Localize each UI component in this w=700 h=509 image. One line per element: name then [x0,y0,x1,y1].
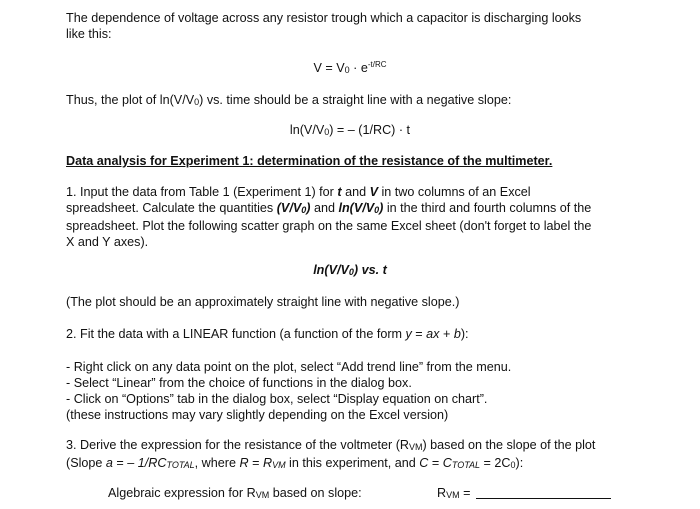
instruction-2: - Select “Linear” from the choice of functions in the dialog box. [66,376,412,390]
intro-paragraph [66,10,646,42]
answer-field: $R_{VM}$ = [437,485,647,503]
excel-instructions [66,359,646,423]
thus-line: Thus, the plot of $\ln(V/V_0)$ vs. time should be a straight line with a negative slope: [66,93,512,107]
log-equation: $\ln(V/V_0)$ = – (1/RC) · t [289,123,411,137]
intro-line-2: like this: [66,27,112,41]
step-1: 1. Input the data from Table 1 (Experiment 1) for t and V in two columns of an Excel spreadsheet. Calculate the quantities $(V/V_0)$ and $\ln(V/V_0)$ in the third and fourth columns of the spreadsheet. Plot the following scatter graph on the same Excel sheet (don't forget to label the X and Y axes). [66,185,592,249]
step-2: 2. Fit the data with a LINEAR function (a function of the form y = ax + b): [66,327,469,341]
intro-line-1: The dependence of voltage across any resistor trough which a capacitor is discharging looks [66,11,582,25]
instruction-1: - Right click on any data point on the plot, select “Add trend line” from the menu. [66,360,512,374]
instruction-4: (these instructions may vary slightly depending on the Excel version) [66,408,449,422]
plot-note: (The plot should be an approximately straight line with negative slope.) [66,295,460,309]
algebraic-label: Algebraic expression for $R_{VM}$ based on slope: [108,486,362,500]
voltage-equation: $V = V_0 \cdot e^{-t/RC}$ [313,60,387,75]
step-3: 3. Derive the expression for the resistance of the voltmeter $(R_{VM})$ based on the slope of the plot (Slope a = – $1/RC_{TOTAL}$, where $R = R_{VM}$ in this experiment, and $C = C_{TOTAL} = 2C_0$): [66,438,596,470]
instruction-3: - Click on “Options” tab in the dialog box, select “Display equation on chart”. [66,392,488,406]
answer-blank-line[interactable] [476,488,611,499]
plot-label: $\ln(V/V_0)$ vs. t [313,263,387,277]
section-heading: Data analysis for Experiment 1: determination of the resistance of the multimeter. [66,154,553,168]
